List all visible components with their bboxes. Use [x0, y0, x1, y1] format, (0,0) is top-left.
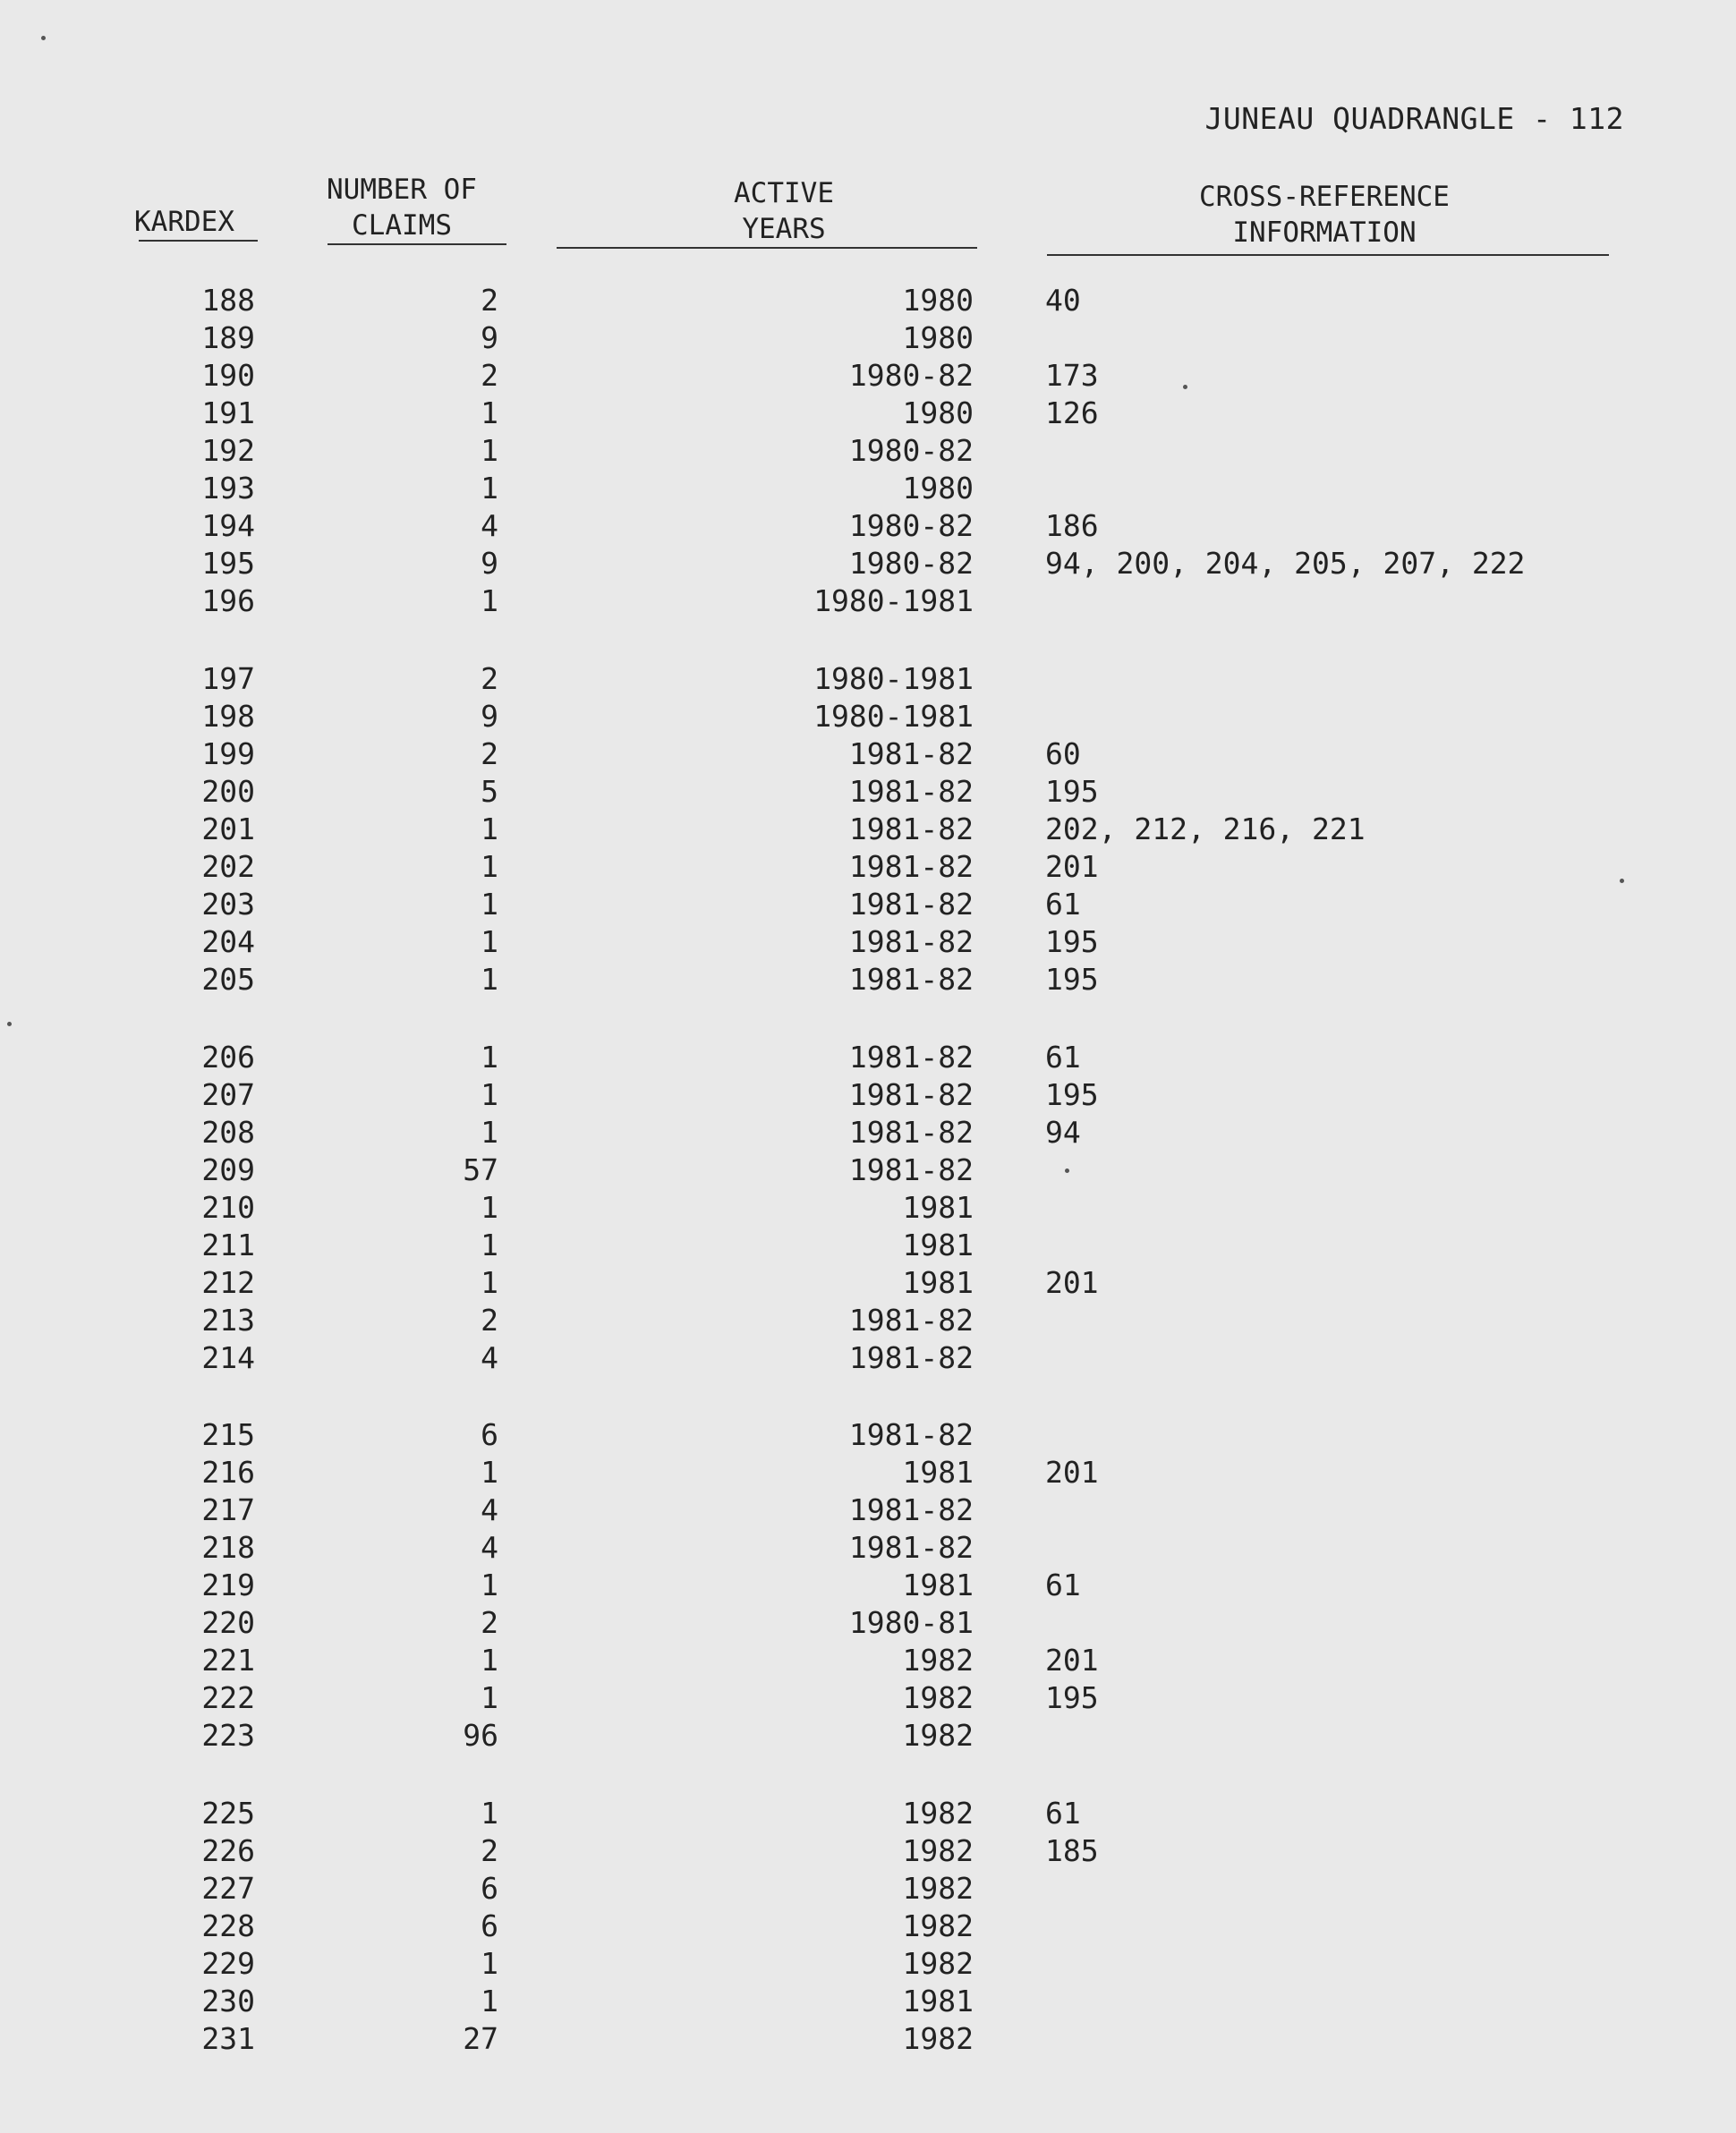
- claims-cell: 9: [481, 546, 498, 581]
- claims-cell: 1: [481, 1946, 498, 1981]
- claims-cell: 1: [481, 1984, 498, 2018]
- xref-cell: 40: [1045, 283, 1081, 318]
- years-cell: 1982: [902, 1946, 974, 1981]
- kardex-cell: 228: [201, 1908, 255, 1943]
- claims-cell: 1: [481, 962, 498, 997]
- xref-cell: 185: [1045, 1833, 1099, 1868]
- xref-cell: 94: [1045, 1115, 1081, 1150]
- table-row: [0, 1455, 1736, 1492]
- claims-cell: 1: [481, 471, 498, 506]
- years-cell: 1981-82: [848, 1040, 974, 1075]
- years-cell: 1981-82: [848, 1417, 974, 1452]
- claims-cell: 1: [481, 1115, 498, 1150]
- table-row: [0, 849, 1736, 887]
- xref-cell: 195: [1045, 1077, 1099, 1112]
- claims-cell: 5: [481, 774, 498, 809]
- kardex-cell: 219: [201, 1568, 255, 1602]
- kardex-cell: 214: [201, 1340, 255, 1375]
- xref-cell: 201: [1045, 1643, 1099, 1678]
- claims-cell: 1: [481, 1568, 498, 1602]
- table-row: [0, 546, 1736, 583]
- column-header-line: ACTIVE: [734, 177, 834, 209]
- claims-cell: 2: [481, 1303, 498, 1338]
- kardex-cell: 209: [201, 1152, 255, 1187]
- claims-cell: 27: [463, 2021, 498, 2056]
- claims-cell: 2: [481, 1833, 498, 1868]
- years-cell: 1982: [902, 1908, 974, 1943]
- table-row: [0, 358, 1736, 395]
- column-header-line: NUMBER OF: [327, 174, 477, 206]
- column-header-kardex: [134, 204, 234, 240]
- kardex-cell: 191: [201, 395, 255, 430]
- years-cell: 1980: [902, 320, 974, 355]
- page-header: JUNEAU QUADRANGLE - 112: [1204, 101, 1624, 136]
- table-row: [0, 887, 1736, 924]
- years-cell: 1982: [902, 1833, 974, 1868]
- years-cell: 1981-82: [848, 1115, 974, 1150]
- header-underline-xref: [1047, 254, 1609, 256]
- kardex-cell: 205: [201, 962, 255, 997]
- years-cell: 1980-82: [848, 508, 974, 543]
- claims-cell: 2: [481, 1605, 498, 1640]
- kardex-cell: 222: [201, 1680, 255, 1715]
- table-row: [0, 433, 1736, 471]
- years-cell: 1981-82: [848, 1077, 974, 1112]
- kardex-cell: 211: [201, 1228, 255, 1262]
- claims-cell: 1: [481, 1040, 498, 1075]
- kardex-cell: 230: [201, 1984, 255, 2018]
- claims-cell: 96: [463, 1718, 498, 1753]
- xref-cell: 201: [1045, 1455, 1099, 1490]
- claims-cell: 6: [481, 1908, 498, 1943]
- header-underline-years: [557, 247, 977, 249]
- kardex-cell: 226: [201, 1833, 255, 1868]
- years-cell: 1981-82: [848, 1492, 974, 1527]
- years-cell: 1981-82: [848, 887, 974, 922]
- kardex-cell: 196: [201, 583, 255, 618]
- kardex-cell: 206: [201, 1040, 255, 1075]
- scan-speck: [1065, 1168, 1069, 1173]
- kardex-cell: 216: [201, 1455, 255, 1490]
- years-cell: 1981: [902, 1265, 974, 1300]
- table-row: [0, 661, 1736, 699]
- table-row: [0, 320, 1736, 358]
- table-row: [0, 924, 1736, 962]
- kardex-cell: 190: [201, 358, 255, 393]
- years-cell: 1981-82: [848, 924, 974, 959]
- years-cell: 1980: [902, 471, 974, 506]
- years-cell: 1981-82: [848, 1303, 974, 1338]
- kardex-cell: 189: [201, 320, 255, 355]
- kardex-cell: 201: [201, 812, 255, 846]
- claims-cell: 4: [481, 1340, 498, 1375]
- years-cell: 1982: [902, 1680, 974, 1715]
- claims-cell: 1: [481, 1796, 498, 1831]
- xref-cell: 126: [1045, 395, 1099, 430]
- table-row: [0, 1115, 1736, 1152]
- claims-cell: 1: [481, 395, 498, 430]
- kardex-cell: 217: [201, 1492, 255, 1527]
- table-row: [0, 1417, 1736, 1455]
- column-header-line: KARDEX: [134, 206, 234, 238]
- kardex-cell: 200: [201, 774, 255, 809]
- years-cell: 1982: [902, 1796, 974, 1831]
- xref-cell: 201: [1045, 849, 1099, 884]
- years-cell: 1981-82: [848, 774, 974, 809]
- xref-cell: 61: [1045, 1040, 1081, 1075]
- xref-cell: 173: [1045, 358, 1099, 393]
- table-row: [0, 1228, 1736, 1265]
- table-row: [0, 1492, 1736, 1530]
- claims-cell: 2: [481, 358, 498, 393]
- years-cell: 1980-1981: [813, 583, 974, 618]
- kardex-cell: 221: [201, 1643, 255, 1678]
- table-row: [0, 1077, 1736, 1115]
- table-row: [0, 1796, 1736, 1833]
- kardex-cell: 212: [201, 1265, 255, 1300]
- xref-cell: 61: [1045, 887, 1081, 922]
- table-row: [0, 2021, 1736, 2059]
- table-row: [0, 1265, 1736, 1303]
- years-cell: 1981: [902, 1455, 974, 1490]
- table-row: [0, 774, 1736, 812]
- kardex-cell: 231: [201, 2021, 255, 2056]
- kardex-cell: 202: [201, 849, 255, 884]
- scan-speck: [1183, 385, 1187, 389]
- years-cell: 1981: [902, 1568, 974, 1602]
- claims-cell: 1: [481, 1455, 498, 1490]
- table-row: [0, 736, 1736, 774]
- column-header-years: [734, 175, 834, 247]
- header-underline-kardex: [139, 240, 258, 242]
- years-cell: 1980-82: [848, 546, 974, 581]
- column-header-line: YEARS: [742, 213, 826, 245]
- claims-cell: 1: [481, 1190, 498, 1225]
- years-cell: 1980-82: [848, 433, 974, 468]
- table-row: [0, 1680, 1736, 1718]
- table-row: [0, 1340, 1736, 1378]
- kardex-cell: 188: [201, 283, 255, 318]
- xref-cell: 61: [1045, 1796, 1081, 1831]
- claims-cell: 6: [481, 1417, 498, 1452]
- years-cell: 1980: [902, 283, 974, 318]
- xref-cell: 94, 200, 204, 205, 207, 222: [1045, 546, 1526, 581]
- table-row: [0, 699, 1736, 736]
- years-cell: 1981-82: [848, 962, 974, 997]
- scan-speck: [41, 36, 46, 40]
- column-header-claims: [327, 172, 477, 243]
- table-row: [0, 1530, 1736, 1568]
- kardex-cell: 193: [201, 471, 255, 506]
- xref-cell: 60: [1045, 736, 1081, 771]
- xref-cell: 186: [1045, 508, 1099, 543]
- header-underline-claims: [328, 243, 506, 245]
- years-cell: 1980-81: [848, 1605, 974, 1640]
- years-cell: 1980: [902, 395, 974, 430]
- kardex-cell: 203: [201, 887, 255, 922]
- years-cell: 1981: [902, 1984, 974, 2018]
- claims-cell: 1: [481, 924, 498, 959]
- xref-cell: 195: [1045, 962, 1099, 997]
- years-cell: 1981-82: [848, 1530, 974, 1565]
- table-row: [0, 1718, 1736, 1755]
- claims-cell: 4: [481, 1530, 498, 1565]
- claims-cell: 1: [481, 1643, 498, 1678]
- column-header-line: CLAIMS: [352, 209, 452, 242]
- xref-cell: 195: [1045, 1680, 1099, 1715]
- years-cell: 1980-1981: [813, 661, 974, 696]
- kardex-cell: 227: [201, 1871, 255, 1906]
- claims-cell: 2: [481, 661, 498, 696]
- years-cell: 1981-82: [848, 849, 974, 884]
- xref-cell: 195: [1045, 774, 1099, 809]
- table-row: [0, 1040, 1736, 1077]
- table-row: [0, 812, 1736, 849]
- column-header-line: INFORMATION: [1232, 217, 1417, 249]
- claims-cell: 1: [481, 433, 498, 468]
- table-row: [0, 1833, 1736, 1871]
- claims-cell: 1: [481, 1228, 498, 1262]
- claims-cell: 57: [463, 1152, 498, 1187]
- kardex-cell: 229: [201, 1946, 255, 1981]
- claims-cell: 1: [481, 812, 498, 846]
- claims-cell: 6: [481, 1871, 498, 1906]
- kardex-cell: 204: [201, 924, 255, 959]
- table-row: [0, 962, 1736, 999]
- years-cell: 1982: [902, 1718, 974, 1753]
- kardex-cell: 207: [201, 1077, 255, 1112]
- table-row: [0, 1605, 1736, 1643]
- claims-cell: 2: [481, 283, 498, 318]
- xref-cell: 202, 212, 216, 221: [1045, 812, 1366, 846]
- kardex-cell: 198: [201, 699, 255, 734]
- table-row: [0, 1908, 1736, 1946]
- kardex-cell: 194: [201, 508, 255, 543]
- claims-cell: 1: [481, 583, 498, 618]
- scan-speck: [7, 1022, 12, 1026]
- kardex-cell: 215: [201, 1417, 255, 1452]
- years-cell: 1981: [902, 1228, 974, 1262]
- years-cell: 1980-82: [848, 358, 974, 393]
- kardex-cell: 208: [201, 1115, 255, 1150]
- table-row: [0, 1568, 1736, 1605]
- years-cell: 1982: [902, 1871, 974, 1906]
- claims-cell: 1: [481, 1680, 498, 1715]
- table-row: [0, 395, 1736, 433]
- xref-cell: 201: [1045, 1265, 1099, 1300]
- column-header-xref: [1199, 179, 1450, 251]
- column-header-line: CROSS-REFERENCE: [1199, 181, 1450, 213]
- claims-cell: 1: [481, 1265, 498, 1300]
- kardex-cell: 199: [201, 736, 255, 771]
- kardex-cell: 197: [201, 661, 255, 696]
- table-row: [0, 583, 1736, 621]
- kardex-cell: 218: [201, 1530, 255, 1565]
- kardex-cell: 220: [201, 1605, 255, 1640]
- kardex-cell: 195: [201, 546, 255, 581]
- years-cell: 1980-1981: [813, 699, 974, 734]
- kardex-cell: 213: [201, 1303, 255, 1338]
- kardex-cell: 225: [201, 1796, 255, 1831]
- years-cell: 1982: [902, 2021, 974, 2056]
- table-row: [0, 1190, 1736, 1228]
- years-cell: 1982: [902, 1643, 974, 1678]
- years-cell: 1981-82: [848, 812, 974, 846]
- kardex-cell: 223: [201, 1718, 255, 1753]
- xref-cell: 61: [1045, 1568, 1081, 1602]
- table-row: [0, 508, 1736, 546]
- table-row: [0, 1303, 1736, 1340]
- claims-cell: 9: [481, 699, 498, 734]
- claims-cell: 2: [481, 736, 498, 771]
- table-row: [0, 1871, 1736, 1908]
- claims-cell: 1: [481, 849, 498, 884]
- claims-cell: 1: [481, 1077, 498, 1112]
- kardex-cell: 210: [201, 1190, 255, 1225]
- claims-cell: 4: [481, 508, 498, 543]
- years-cell: 1981-82: [848, 1152, 974, 1187]
- years-cell: 1981: [902, 1190, 974, 1225]
- claims-cell: 1: [481, 887, 498, 922]
- table-row: [0, 1643, 1736, 1680]
- years-cell: 1981-82: [848, 1340, 974, 1375]
- table-row: [0, 1152, 1736, 1190]
- claims-cell: 4: [481, 1492, 498, 1527]
- table-row: [0, 1946, 1736, 1984]
- table-row: [0, 471, 1736, 508]
- kardex-cell: 192: [201, 433, 255, 468]
- years-cell: 1981-82: [848, 736, 974, 771]
- xref-cell: 195: [1045, 924, 1099, 959]
- scan-speck: [1620, 879, 1624, 883]
- table-row: [0, 283, 1736, 320]
- claims-cell: 9: [481, 320, 498, 355]
- table-row: [0, 1984, 1736, 2021]
